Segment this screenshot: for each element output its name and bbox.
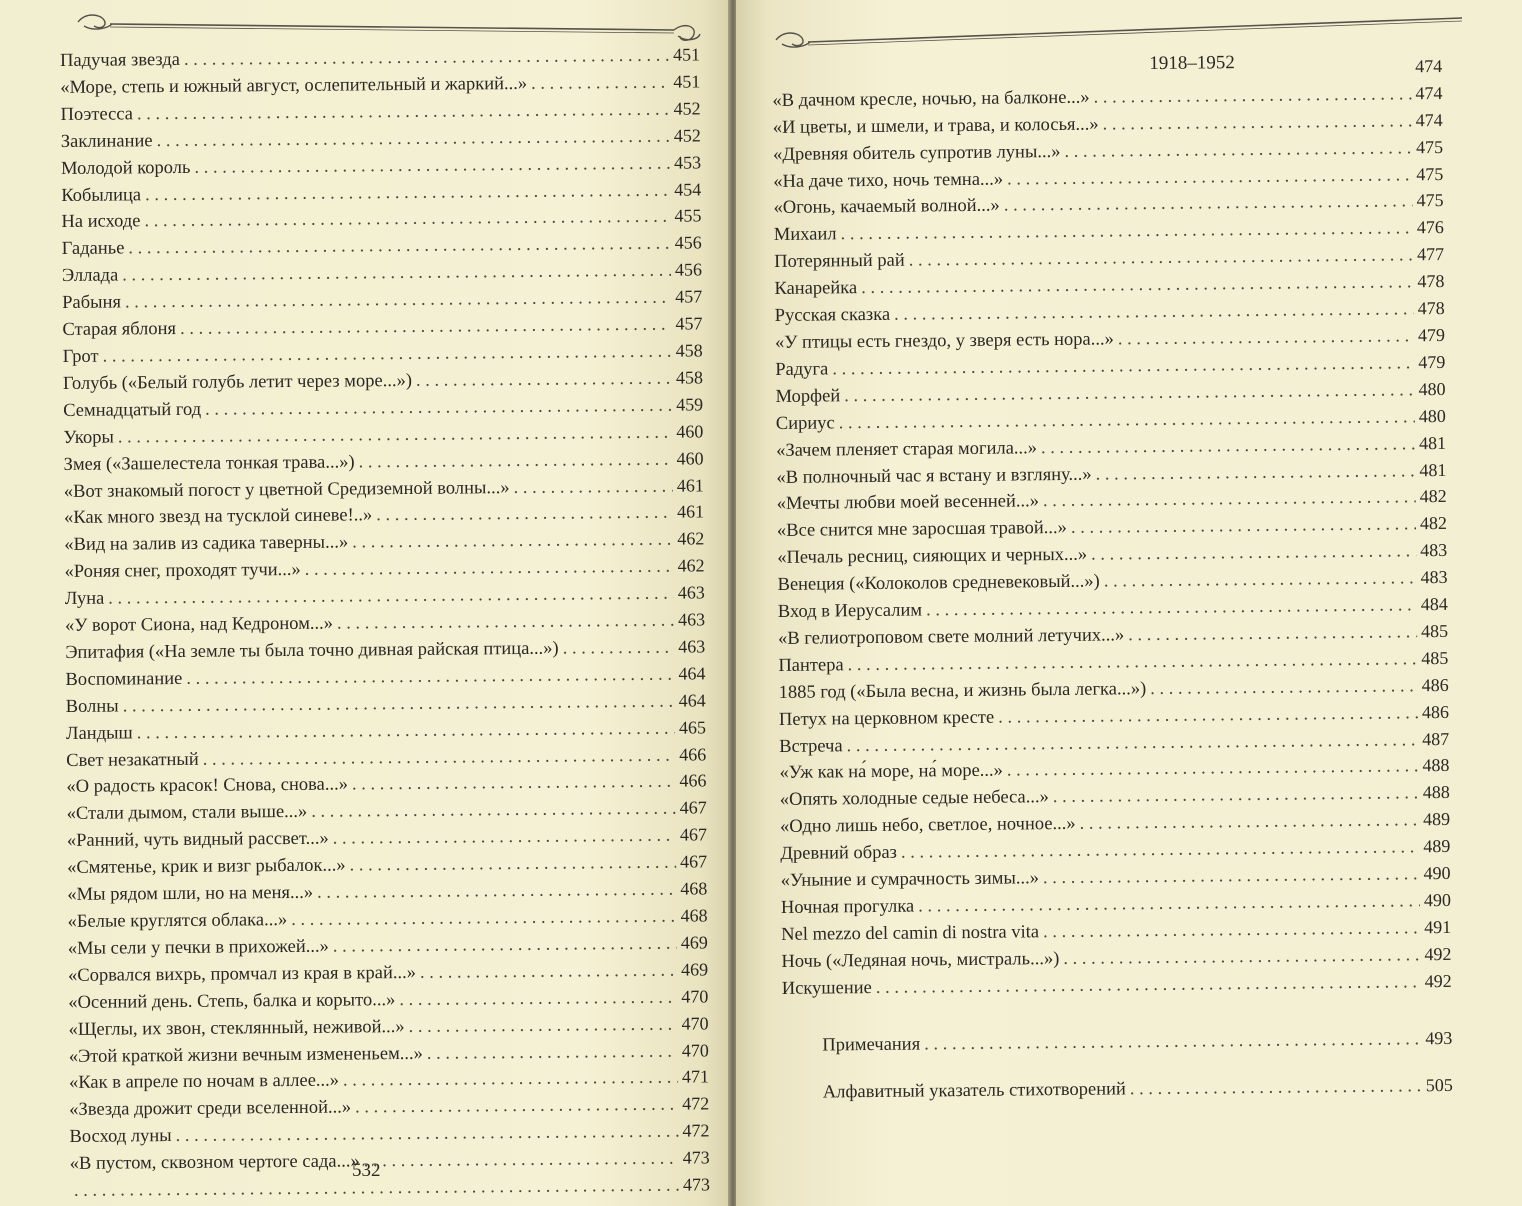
dot-leader [349, 851, 676, 880]
toc-title: «Сорвался вихрь, промчал из края в край...» [68, 962, 417, 986]
toc-title: Молодой король [60, 157, 191, 179]
toc-entry [69, 1119, 709, 1151]
dot-leader [376, 501, 673, 529]
right-page [736, 0, 1522, 1206]
toc-page-number: 489 [1422, 809, 1451, 830]
dot-leader [399, 985, 677, 1013]
toc-entry [68, 984, 708, 1016]
toc-page-number: 492 [1424, 943, 1452, 965]
toc-page-number: 470 [681, 1013, 709, 1034]
toc-entry [61, 204, 701, 236]
dot-leader [137, 716, 675, 747]
dot-leader [333, 932, 677, 961]
toc-entry [65, 661, 705, 693]
toc-title: Ночь («Ледяная ночь, мистраль...») [781, 948, 1060, 972]
dot-leader [531, 71, 669, 98]
toc-page-number: 457 [675, 313, 703, 334]
dot-leader [1043, 486, 1416, 516]
toc-entry [66, 715, 706, 747]
toc-page-number: 461 [676, 474, 704, 496]
toc-entry [62, 311, 702, 343]
toc-page-number: 493 [1425, 1027, 1453, 1048]
toc-page-number: 467 [679, 824, 707, 845]
dot-leader [1080, 809, 1420, 838]
toc-title: «Мы сели у печки в прихожей...» [67, 936, 329, 959]
toc-title: Петух на церковном кресте [778, 707, 995, 730]
toc-title: «Мечты любви моей весенней...» [776, 491, 1040, 515]
toc-page-number: 473 [682, 1147, 710, 1168]
toc-page-number: 467 [679, 797, 707, 818]
toc-title: Ландыш [65, 723, 133, 744]
toc-title: Кобылица [61, 184, 142, 206]
toc-page-number: 463 [677, 582, 705, 603]
toc-page-number: 479 [1417, 324, 1446, 346]
dot-leader [909, 244, 1414, 275]
toc-entry [64, 500, 704, 532]
toc-page-number: 473 [682, 1174, 711, 1195]
toc-page-number: 469 [680, 932, 708, 953]
toc-page-number: 492 [1424, 970, 1452, 991]
toc-page-number: 467 [680, 851, 708, 872]
dot-leader [1004, 190, 1413, 220]
toc-page-number: 451 [672, 44, 701, 65]
dot-leader [1130, 1074, 1422, 1103]
dot-leader [1093, 82, 1411, 111]
toc-title: «Осенний день. Степь, балка и корыто...» [68, 989, 396, 1013]
toc-title: Эллада [61, 265, 119, 287]
dot-leader [1150, 674, 1418, 703]
toc-title: Пантера [778, 655, 844, 676]
left-page [0, 0, 730, 1206]
dot-leader [563, 636, 675, 663]
dot-leader [122, 259, 671, 290]
toc-page-number: 491 [1424, 916, 1452, 938]
toc-page-number: 471 [681, 1066, 710, 1088]
dot-leader [337, 609, 674, 638]
toc-title: «У птицы есть гнездо, у зверя есть нора...» [774, 329, 1114, 353]
toc-list-right [772, 48, 1453, 1106]
toc-title: Воспоминание [65, 668, 183, 690]
dot-leader [355, 1093, 678, 1122]
dot-leader [1041, 432, 1415, 462]
toc-page-number: 476 [1416, 217, 1444, 238]
dot-leader [194, 151, 670, 181]
dot-leader [513, 474, 673, 501]
toc-page-number: 480 [1418, 405, 1446, 426]
toc-title: Волны [65, 696, 119, 717]
dot-leader [1091, 540, 1416, 569]
toc-title: «Этой краткой жизни вечным измененьем...» [68, 1043, 423, 1067]
toc-entry [63, 392, 703, 424]
toc-page-number: 489 [1423, 836, 1451, 857]
toc-entry-index [783, 1072, 1453, 1106]
toc-page-number: 453 [673, 152, 702, 173]
dot-leader [416, 367, 672, 395]
toc-title: «Уж как на́ море, на́ море...» [779, 761, 1003, 784]
toc-title: Восход луны [69, 1126, 172, 1148]
dot-leader [1102, 109, 1411, 138]
toc-page-number: 483 [1420, 540, 1448, 561]
header-ornament [772, 6, 1472, 52]
toc-entry [68, 1011, 708, 1043]
toc-entry [65, 581, 705, 613]
toc-entry [63, 365, 703, 397]
toc-entry [60, 96, 700, 128]
dot-leader [156, 124, 669, 154]
dot-leader [305, 555, 674, 584]
toc-title: «Печаль ресниц, сияющих и черных...» [777, 544, 1088, 569]
toc-title: Старая яблоня [62, 319, 177, 341]
toc-title: Древний образ [780, 842, 898, 865]
toc-page-number: 458 [675, 340, 703, 361]
toc-page-number: 475 [1416, 190, 1444, 211]
dot-leader [123, 689, 675, 720]
dot-leader [205, 393, 672, 423]
toc-title: 1885 год («Была весна, и жизнь была легка...») [778, 678, 1147, 703]
toc-title: «Опять холодные седые небеса...» [779, 787, 1049, 811]
toc-page-number: 470 [681, 1039, 709, 1061]
toc-page-number: 464 [678, 663, 706, 684]
toc-page-number: 487 [1422, 728, 1450, 749]
dot-leader [343, 1066, 678, 1095]
toc-page-number: 490 [1423, 889, 1451, 911]
toc-entry [64, 473, 704, 505]
toc-title: Эпитафия («На земле ты была точно дивная райская птица...») [65, 638, 559, 663]
toc-page-number: 470 [681, 986, 709, 1007]
toc-page-number: 455 [674, 205, 702, 227]
toc-page-number: 505 [1425, 1074, 1453, 1095]
toc-title: Падучая звезда [60, 49, 181, 71]
toc-title: Встреча [779, 735, 843, 757]
toc-title: Луна [64, 588, 105, 610]
toc-page-number: 451 [673, 71, 701, 92]
toc-entry [64, 554, 704, 586]
toc-entry [61, 123, 701, 155]
toc-title: «Ранний, чуть видный рассвет...» [66, 828, 329, 852]
dot-leader [1064, 136, 1412, 166]
toc-title: «В пустом, сквозном чертоге сада...» [69, 1151, 360, 1175]
toc-entry [64, 446, 704, 478]
toc-page-number: 475 [1415, 136, 1444, 157]
toc-title: «И цветы, и шмели, и трава, и колосья...» [772, 114, 1099, 138]
dot-leader [125, 286, 671, 317]
toc-title: «Уныние и сумрачность зимы...» [780, 868, 1040, 892]
toc-entry-notes [782, 1026, 1452, 1060]
toc-title: «Звезда дрожит среди вселенной...» [69, 1097, 352, 1121]
toc-title: «В гелиотроповом свете молний летучих...» [778, 625, 1125, 649]
toc-page-number: 474 [1415, 55, 1443, 77]
toc-title: «Стали дымом, стали выше...» [66, 802, 308, 825]
toc-entry [66, 742, 706, 774]
toc-page-number: 456 [674, 259, 703, 280]
toc-entry [65, 607, 705, 639]
toc-entry [70, 1172, 710, 1204]
toc-title: «В дачном кресле, ночью, на балконе...» [772, 87, 1090, 111]
toc-entry [64, 527, 704, 559]
dot-leader [1071, 513, 1416, 543]
toc-title: Семнадцатый год [63, 399, 202, 421]
toc-page-number: 460 [676, 447, 704, 469]
dot-leader [291, 905, 677, 934]
toc-title: Змея («Зашелестела тонкая трава...») [63, 452, 355, 475]
dot-leader [137, 97, 670, 128]
toc-title: Укоры [63, 427, 114, 448]
toc-entry [60, 69, 700, 101]
toc-title: Гаданье [61, 238, 125, 260]
toc-title: Морфей [775, 386, 841, 407]
toc-title: «Вид на залив из садика таверны...» [64, 532, 349, 556]
toc-title: На исходе [61, 211, 141, 233]
toc-title: «О радость красок! Снова, снова...» [66, 774, 349, 798]
dot-leader [358, 447, 672, 476]
toc-title: Русская сказка [774, 304, 891, 327]
toc-entry [63, 338, 703, 370]
dot-leader [1053, 782, 1419, 812]
dot-leader [102, 340, 671, 371]
dot-leader [1063, 943, 1420, 973]
toc-title: «В полночный час я встану и взгляну...» [776, 464, 1092, 488]
toc-title: Искушение [781, 977, 872, 999]
toc-title: Поэтесса [60, 104, 134, 125]
toc-title: Голубь («Белый голубь летит через море...») [62, 370, 413, 394]
toc-entry [68, 903, 708, 935]
toc-page-number: 469 [680, 959, 709, 980]
toc-entry [69, 1038, 709, 1070]
toc-page-number: 475 [1416, 163, 1444, 184]
toc-title: Рабыня [62, 292, 122, 314]
toc-page-number: 483 [1420, 567, 1448, 588]
dot-leader [894, 297, 1414, 328]
toc-entry [61, 177, 701, 209]
dot-leader [184, 44, 669, 74]
toc-page-number: 477 [1417, 244, 1445, 265]
toc-entry [66, 769, 706, 801]
toc-title: «Вот знакомый погост у цветной Средиземной волны...» [63, 477, 510, 502]
toc-page-number: 457 [675, 286, 703, 307]
toc-page-number: 485 [1421, 647, 1449, 669]
toc-page-number: 488 [1422, 755, 1450, 776]
page-number: 532 [352, 1160, 381, 1181]
toc-title: Примечания [822, 1034, 921, 1056]
dot-leader [352, 770, 676, 799]
toc-entry [69, 1065, 709, 1097]
toc-title: Потерянный рай [774, 250, 905, 273]
dot-leader [420, 958, 677, 986]
dot-leader [427, 1039, 678, 1067]
toc-page-number: 481 [1419, 459, 1447, 480]
toc-entry [62, 231, 702, 263]
dot-leader [352, 528, 673, 557]
toc-title: Канарейка [774, 278, 858, 300]
toc-page-number: 482 [1419, 513, 1448, 534]
toc-page-number: 463 [677, 609, 706, 630]
toc-entry [66, 688, 706, 720]
toc-title: «У ворот Сиона, над Кедроном...» [64, 613, 334, 637]
toc-page-number: 480 [1418, 378, 1446, 400]
dot-leader [926, 593, 1417, 624]
toc-page-number: 468 [680, 905, 708, 926]
toc-page-number: 479 [1418, 351, 1446, 373]
toc-entry [67, 850, 707, 882]
toc-page-number: 452 [673, 125, 701, 146]
toc-page-number: 484 [1420, 593, 1448, 615]
toc-entry [68, 930, 708, 962]
toc-page-number: 472 [682, 1120, 710, 1141]
toc-page-number: 463 [678, 636, 706, 657]
dot-leader [203, 743, 676, 773]
toc-title: Грот [62, 346, 99, 367]
toc-title: «Щеглы, их звон, стеклянный, неживой...» [68, 1016, 405, 1040]
toc-entry [61, 150, 701, 182]
toc-title: «Зачем пленяет старая могила...» [776, 437, 1038, 461]
toc-title: Ночная прогулка [780, 896, 915, 918]
dot-leader [144, 205, 670, 235]
toc-page-number: 478 [1417, 271, 1445, 292]
toc-entry [62, 285, 702, 317]
toc-entry [67, 823, 707, 855]
toc-page-number: 478 [1417, 298, 1445, 319]
toc-page-number: 458 [675, 367, 703, 388]
toc-title: «Смятенье, крик и визг рыбалок...» [67, 855, 346, 879]
dot-leader [1007, 163, 1412, 193]
toc-page-number: 452 [673, 98, 701, 119]
header-ornament [74, 6, 704, 46]
toc-page-number: 485 [1420, 620, 1449, 642]
dot-leader [364, 1147, 679, 1176]
dot-leader [311, 797, 676, 826]
toc-page-number: 490 [1423, 863, 1451, 884]
toc-entry [62, 258, 702, 290]
toc-title: Сириус [775, 413, 835, 434]
toc-title: Радуга [775, 359, 829, 380]
dot-leader [1118, 324, 1414, 353]
toc-page-number: 488 [1422, 782, 1450, 803]
toc-page-number: 456 [674, 232, 702, 253]
dot-leader [118, 420, 673, 451]
dot-leader [1043, 862, 1420, 892]
dot-leader [924, 1027, 1421, 1058]
toc-title: «Белые круглятся облака...» [67, 910, 288, 932]
toc-entry [67, 796, 707, 828]
toc-page-number: 486 [1421, 674, 1449, 695]
toc-page-number: 466 [679, 743, 707, 765]
toc-page-number: 462 [677, 555, 705, 576]
toc-page-number: 474 [1415, 109, 1443, 130]
dot-leader [1043, 916, 1420, 946]
dot-leader [108, 582, 674, 613]
toc-title: Свет незакатный [66, 749, 199, 771]
dot-leader [1007, 755, 1419, 785]
toc-entry [68, 957, 708, 989]
dot-leader [1104, 566, 1417, 595]
toc-page-number: 474 [1415, 82, 1443, 104]
toc-page-number: 462 [677, 528, 705, 549]
toc-entry [70, 1146, 710, 1178]
dot-leader [901, 835, 1420, 866]
toc-title: «Мы рядом шли, но на меня...» [67, 882, 314, 906]
toc-entry [69, 1092, 709, 1124]
dot-leader [317, 878, 676, 907]
dot-leader [918, 889, 1420, 920]
toc-title: «Как много звезд на тусклой синеве!..» [64, 505, 373, 529]
toc-entry [60, 42, 700, 74]
dot-leader [333, 824, 676, 853]
toc-title: «Все снится мне заросшая травой...» [776, 518, 1067, 542]
toc-title: Алфавитный указатель стихотворений [822, 1078, 1126, 1103]
dot-leader [176, 1120, 679, 1150]
toc-entry [65, 634, 705, 666]
dot-leader [128, 232, 671, 263]
toc-title: Вход в Иерусалим [777, 600, 923, 623]
section-title: 1918–1952 [1149, 52, 1235, 75]
toc-page-number: 465 [678, 717, 707, 738]
toc-title: «Роняя снег, проходят тучи...» [64, 560, 301, 583]
toc-page-number: 460 [676, 421, 704, 442]
toc-title: Михаил [773, 224, 837, 246]
toc-page-number: 482 [1419, 486, 1447, 507]
toc-title: «Древняя обитель супротив луны...» [772, 141, 1061, 165]
toc-page-number: 472 [682, 1093, 710, 1114]
toc-title: Nel mezzo del camin di nostra vita [781, 922, 1040, 945]
toc-title: «Одно лишь небо, светлое, ночное...» [779, 814, 1076, 838]
toc-page-number: 464 [678, 690, 706, 711]
toc-title: «Как в апреле по ночам в аллее...» [68, 1071, 340, 1094]
toc-page-number: 466 [679, 770, 707, 792]
toc-list-left [60, 42, 710, 1205]
dot-leader [145, 178, 670, 208]
toc-page-number: 481 [1418, 432, 1447, 453]
dot-leader [186, 663, 674, 693]
dot-leader [409, 1012, 678, 1040]
toc-title: Заклинание [60, 130, 153, 152]
toc-entry [63, 419, 703, 451]
toc-title: «На даче тихо, ночь темна...» [773, 169, 1004, 192]
dot-leader [180, 313, 672, 343]
toc-page-number: 454 [674, 178, 702, 200]
dot-leader [1128, 620, 1417, 649]
toc-entry [67, 876, 707, 908]
dot-leader [998, 701, 1418, 731]
toc-page-number: 468 [680, 878, 708, 899]
toc-page-number: 461 [676, 501, 705, 523]
toc-page-number: 486 [1421, 701, 1450, 722]
toc-title: Венеция («Колоколов средневековый...») [777, 571, 1100, 596]
toc-title: «Море, степь и южный август, ослепительный и жаркий...» [60, 73, 528, 98]
toc-title: «Огонь, качаемый волной...» [773, 196, 1000, 219]
toc-page-number: 459 [676, 394, 704, 415]
dot-leader [1095, 459, 1415, 488]
